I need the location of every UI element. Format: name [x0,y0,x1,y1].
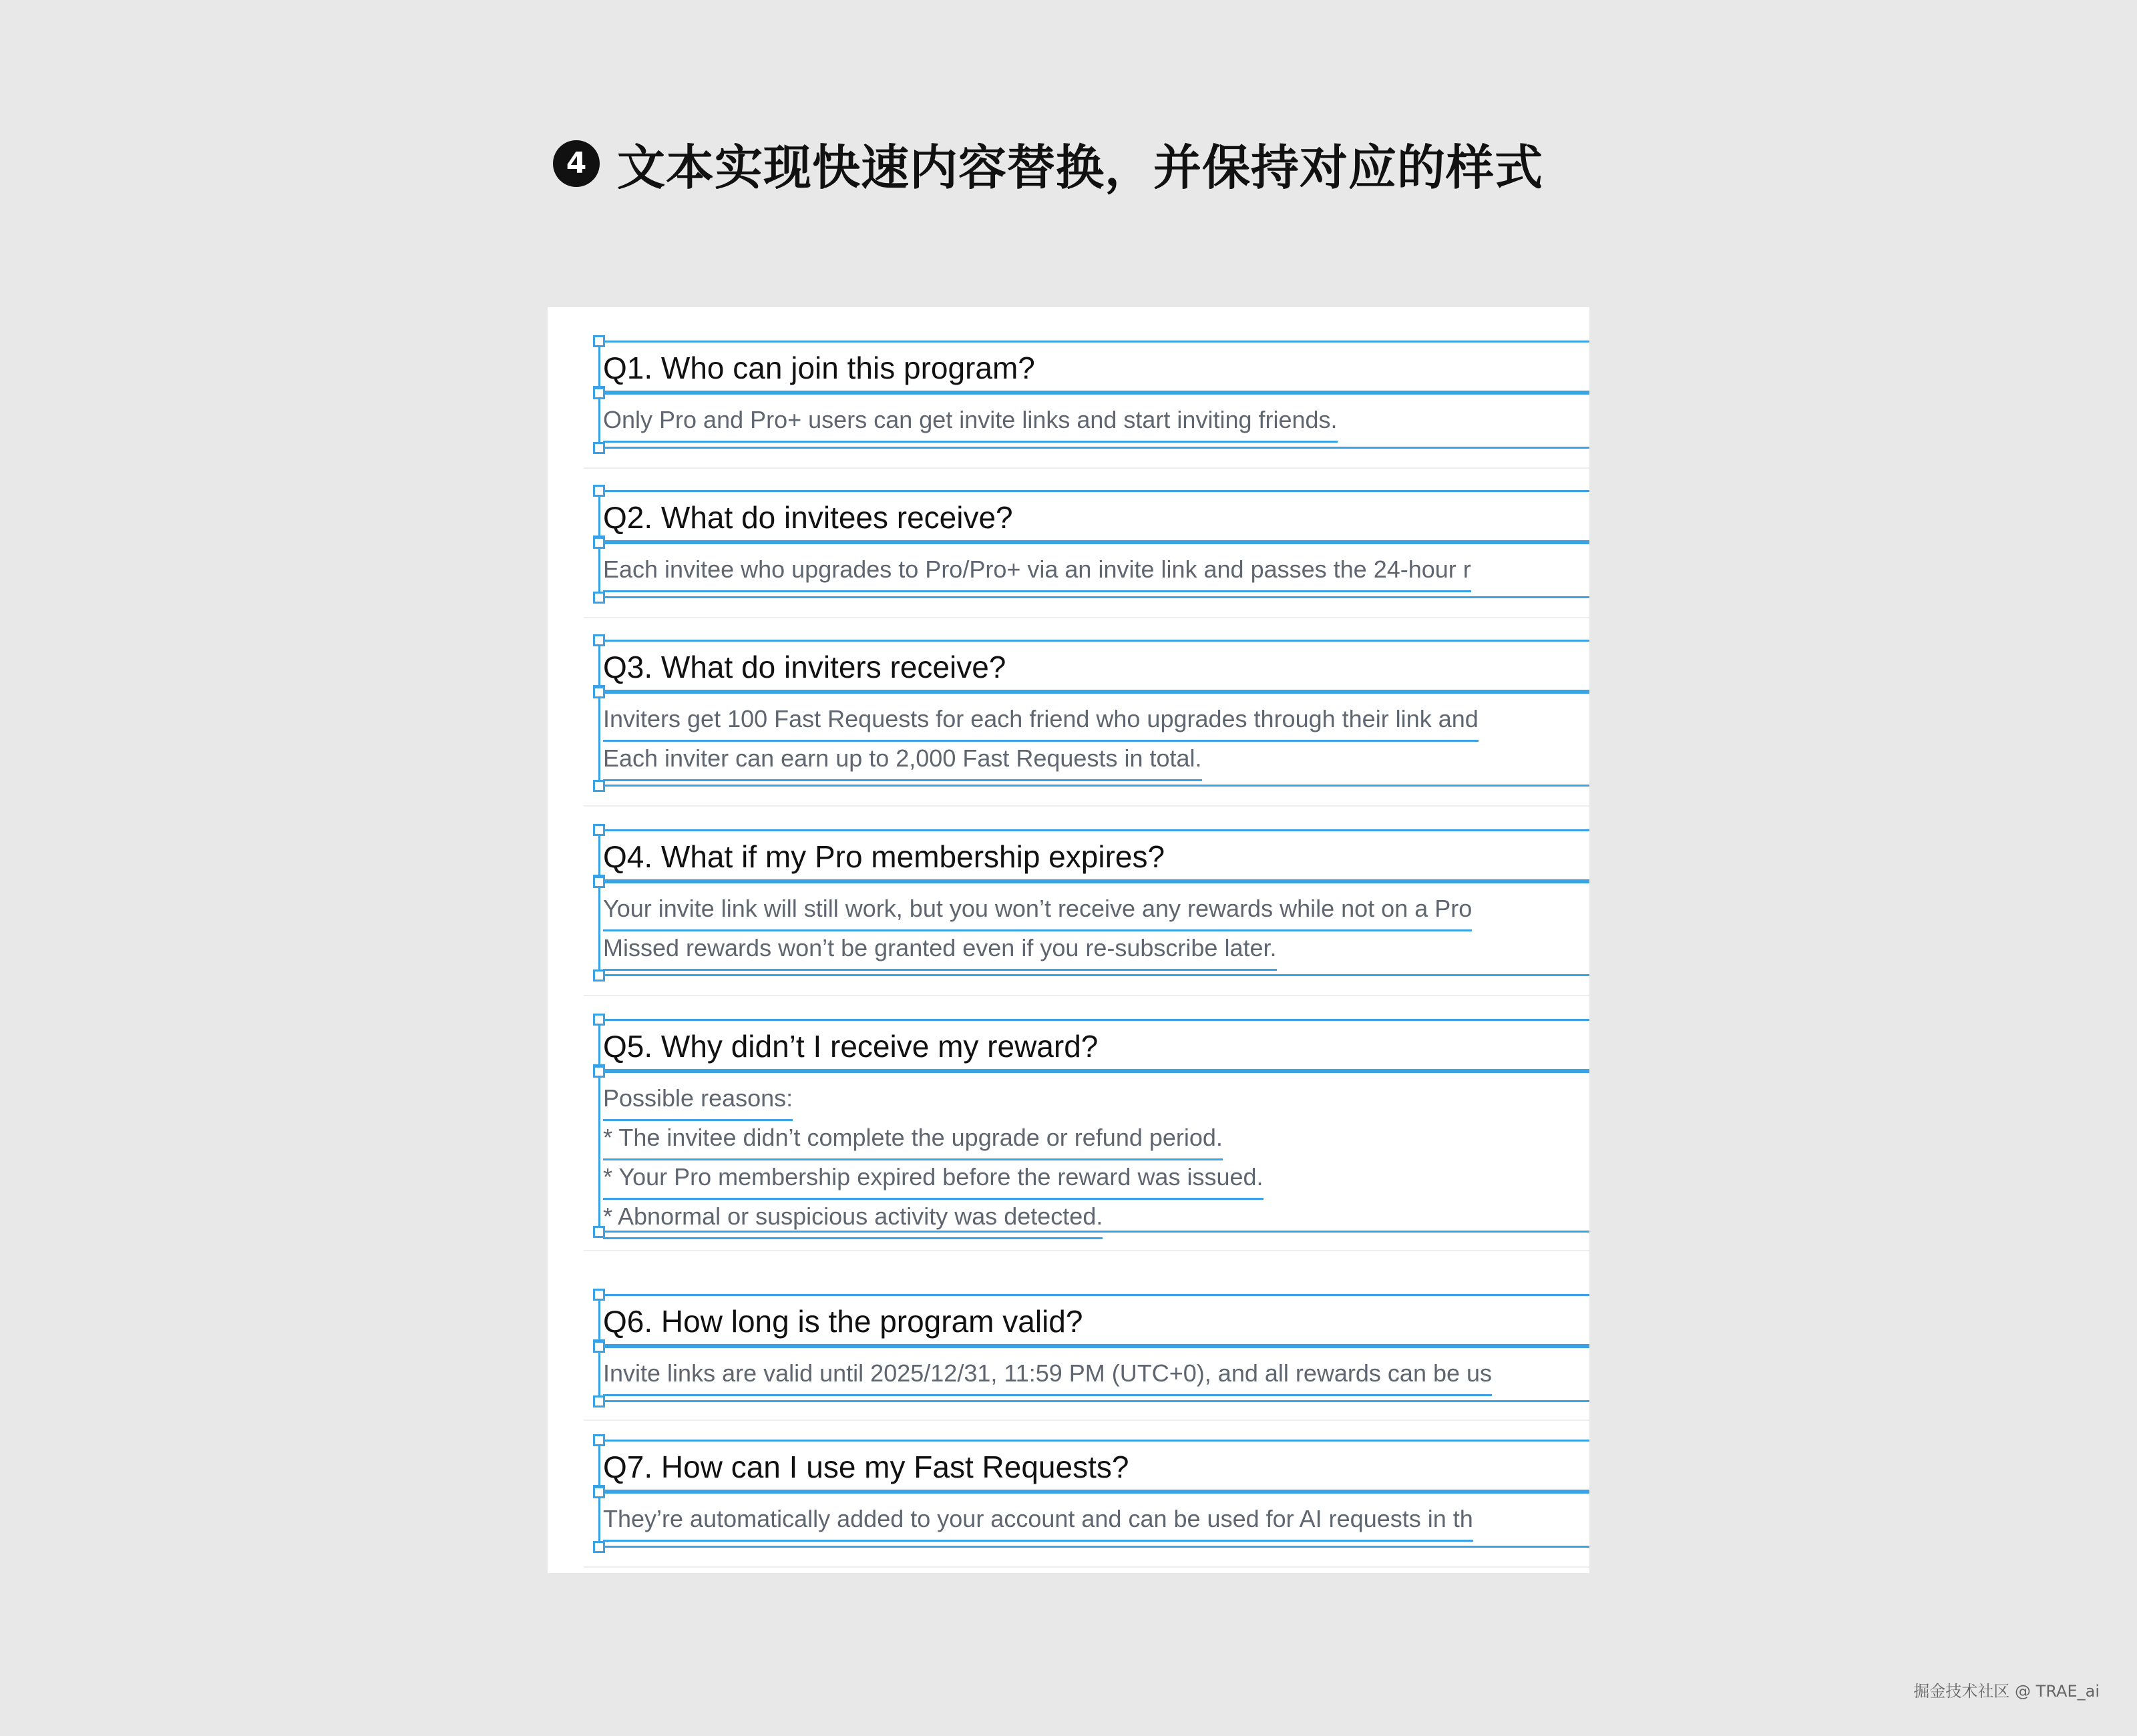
question-text-layer[interactable] [598,490,1589,542]
faq-answer-line: * The invitee didn’t complete the upgrade or refund period. [603,1118,1223,1160]
question-text-layer[interactable] [598,1019,1589,1071]
page-title: 文本实现快速内容替换，并保持对应的样式 [617,140,1544,196]
resize-handle[interactable] [593,686,605,698]
resize-handle[interactable] [593,780,605,792]
resize-handle[interactable] [593,335,605,347]
answer-text-layer[interactable] [598,1346,1589,1402]
faq-divider [584,995,1589,996]
resize-handle[interactable] [593,1486,605,1498]
resize-handle[interactable] [593,969,605,982]
faq-divider [584,1566,1589,1568]
answer-text-layer[interactable] [598,542,1589,598]
faq-answer-line: Inviters get 100 Fast Requests for each friend who upgrades through their link and [603,699,1479,742]
question-text-layer[interactable] [598,640,1589,692]
resize-handle[interactable] [593,1341,605,1353]
faq-answer-line: Invite links are valid until 2025/12/31, 11:59 PM (UTC+0), and all rewards can be us [603,1353,1492,1396]
faq-answer-line: Only Pro and Pro+ users can get invite links and start inviting friends. [603,400,1338,443]
answer-text-layer[interactable] [598,1492,1589,1548]
faq-question: Q6. How long is the program valid? [603,1300,1083,1346]
faq-question: Q5. Why didn’t I receive my reward? [603,1025,1098,1071]
faq-divider [584,1250,1589,1251]
resize-handle[interactable] [593,1434,605,1446]
resize-handle[interactable] [593,442,605,454]
faq-divider [584,617,1589,618]
answer-text-layer[interactable] [598,393,1589,449]
faq-question: Q1. Who can join this program? [603,347,1035,393]
faq-answer-line: They’re automatically added to your account and can be used for AI requests in th [603,1499,1473,1542]
faq-answer-line: * Abnormal or suspicious activity was detected. [603,1197,1103,1239]
faq-divider [584,805,1589,807]
faq-answer-line: Missed rewards won’t be granted even if you re-subscribe later. [603,928,1277,971]
resize-handle[interactable] [593,824,605,836]
question-text-layer[interactable] [598,1440,1589,1492]
resize-handle[interactable] [593,537,605,549]
faq-answer-line: Each invitee who upgrades to Pro/Pro+ via an invite link and passes the 24-hour r [603,550,1471,592]
faq-answer-line: Possible reasons: [603,1078,793,1121]
answer-text-layer[interactable] [598,692,1589,787]
resize-handle[interactable] [593,1395,605,1407]
question-text-layer[interactable] [598,341,1589,393]
resize-handle[interactable] [593,1014,605,1026]
faq-question: Q4. What if my Pro membership expires? [603,835,1165,881]
resize-handle[interactable] [593,634,605,646]
page-heading [553,134,1543,194]
resize-handle[interactable] [593,1066,605,1078]
resize-handle[interactable] [593,1289,605,1301]
question-text-layer[interactable] [598,829,1589,881]
faq-question: Q7. How can I use my Fast Requests? [603,1446,1129,1492]
faq-question: Q3. What do inviters receive? [603,646,1006,692]
faq-panel [548,307,1589,1573]
step-number-badge: 4 [553,140,600,187]
watermark: 掘金技术社区 @ TRAE_ai [1913,1682,2100,1701]
resize-handle[interactable] [593,876,605,888]
answer-text-layer[interactable] [598,881,1589,976]
faq-question: Q2. What do invitees receive? [603,496,1013,542]
faq-divider [584,1420,1589,1421]
question-text-layer[interactable] [598,1294,1589,1346]
faq-divider [584,467,1589,469]
faq-answer-line: * Your Pro membership expired before the reward was issued. [603,1157,1264,1200]
resize-handle[interactable] [593,592,605,604]
faq-answer-line: Your invite link will still work, but you won’t receive any rewards while not on a Pro [603,889,1472,931]
resize-handle[interactable] [593,387,605,399]
resize-handle[interactable] [593,485,605,497]
answer-text-layer[interactable] [598,1071,1589,1233]
resize-handle[interactable] [593,1541,605,1553]
faq-answer-line: Each inviter can earn up to 2,000 Fast Requests in total. [603,738,1202,781]
